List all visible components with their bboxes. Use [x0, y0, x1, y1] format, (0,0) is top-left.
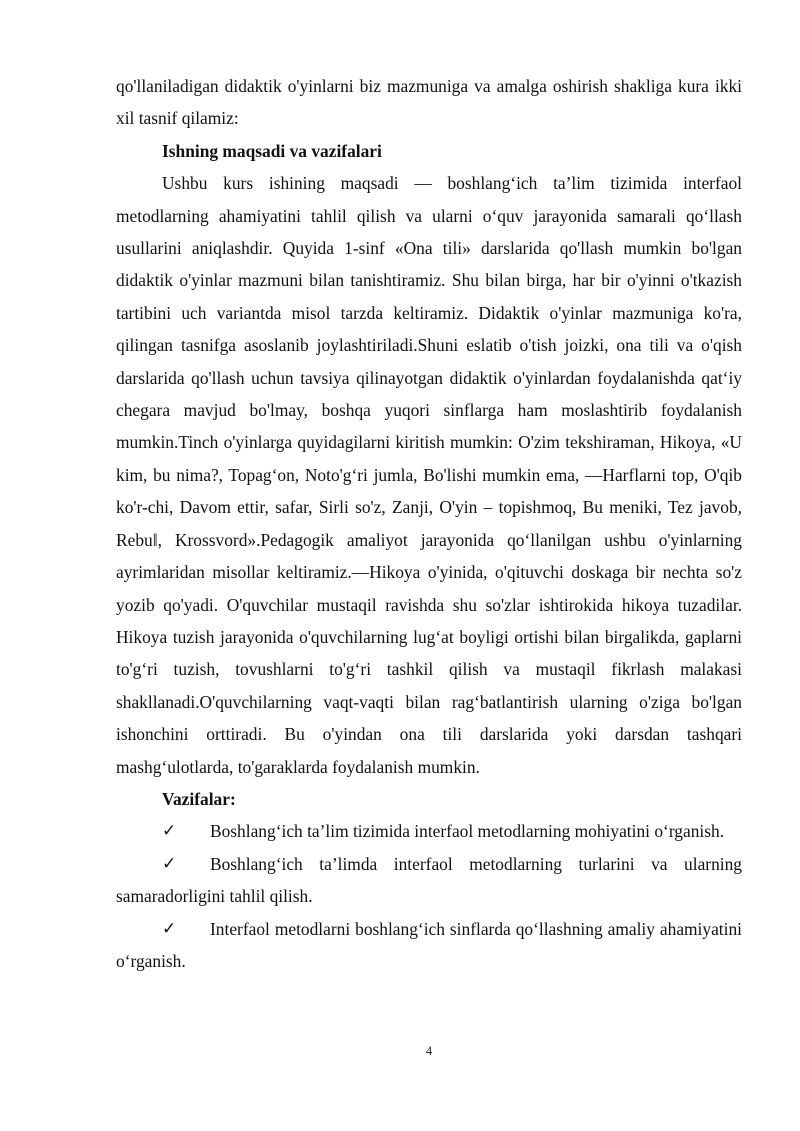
task-item [116, 815, 742, 847]
section-heading: Ishning maqsadi va vazifalari [162, 140, 382, 161]
task-text: Interfaol metodlarni boshlang‘ich sinflarda qo‘llashning amaliy ahamiyatini o‘rganish. [116, 918, 742, 971]
tasks-heading: Vazifalar: [162, 788, 236, 809]
main-paragraph: Ushbu kurs ishining maqsadi — boshlang‘ich ta’lim tizimida interfaol metodlarning ahamiyatini tahlil qilish va ularni o‘quv jarayonida samarali qo‘llash usullarini aniqlashdir. Quyida 1-sinf «Ona tili» darslarida qo'llash mumkin bo'lgan didaktik o'yinlar mazmuni bilan tanishtiramiz. Shu bilan birga, har bir o'yinni o'tkazish tartibini uch variantda misol tarzda keltiramiz. Didaktik o'yinlar mazmuniga ko'ra, qilingan tasnifga asoslanib joylashtiriladi.Shuni eslatib o'tish joizki, ona tili va o'qish darslarida qo'llash uchun tavsiya qilinayotgan didaktik o'yinlardan foydalanishda qat‘iy chegara mavjud bo'lmay, boshqa yuqori sinflarga ham moslashtirib foydalanish mumkin.Tinch o'yinlarga quyidagilarni kiritish mumkin: O'zim tekshiraman, Hikoya, «U kim, bu nima?, Topag‘on, Noto'g‘ri jumla, Bo'lishi mumkin ema, —Harflarni top, O'qib ko'r-chi, Davom ettir, safar, Sirli so'z, Zanji, O'yin – topishmoq, Bu meniki, Tez javob, Rebu‖, Krossvord».Pedagogik amaliyot jarayonida qo‘llanilgan ushbu o'yinlarning ayrimlaridan misollar keltiramiz.—Hikoya o'yinida, o'qituvchi doskaga bir nechta so'z yozib qo'yadi. O'quvchilar mustaqil ravishda shu so'zlar ishtirokida hikoya tuzadilar. Hikoya tuzish jarayonida o'quvchilarning lug‘at boyligi ortishi bilan birgalikda, gaplarni to'g‘ri tuzish, tovushlarni to'g‘ri tashkil qilish va mustaqil fikrlash malakasi shakllanadi.O'quvchilarning vaqt-vaqti bilan rag‘batlantirish ularning o'ziga bo'lgan ishonchini orttiradi. Bu o'yindan ona tili darslarida yoki darsdan tashqari mashg‘ulotlarda, to'garaklarda foydalanish mumkin. [116, 173, 742, 777]
intro-paragraph: qo'llaniladigan didaktik o'yinlarni biz mazmuniga va amalga oshirish shakliga kura ikki xil tasnif qilamiz: [116, 76, 742, 129]
document-page [116, 70, 742, 977]
page-number: 4 [425, 1043, 433, 1058]
task-item [116, 848, 742, 913]
task-text: Boshlang‘ich ta’limda interfaol metodlarning turlarini va ularning samaradorligini tahlil qilish. [116, 853, 742, 907]
checkmark-icon: ✓ [162, 853, 177, 874]
task-text: Boshlang‘ich ta’lim tizimida interfaol metodlarning mohiyatini o‘rganish. [210, 821, 725, 842]
checkmark-icon: ✓ [162, 918, 177, 939]
task-item [116, 913, 742, 978]
checkmark-icon: ✓ [162, 821, 177, 842]
